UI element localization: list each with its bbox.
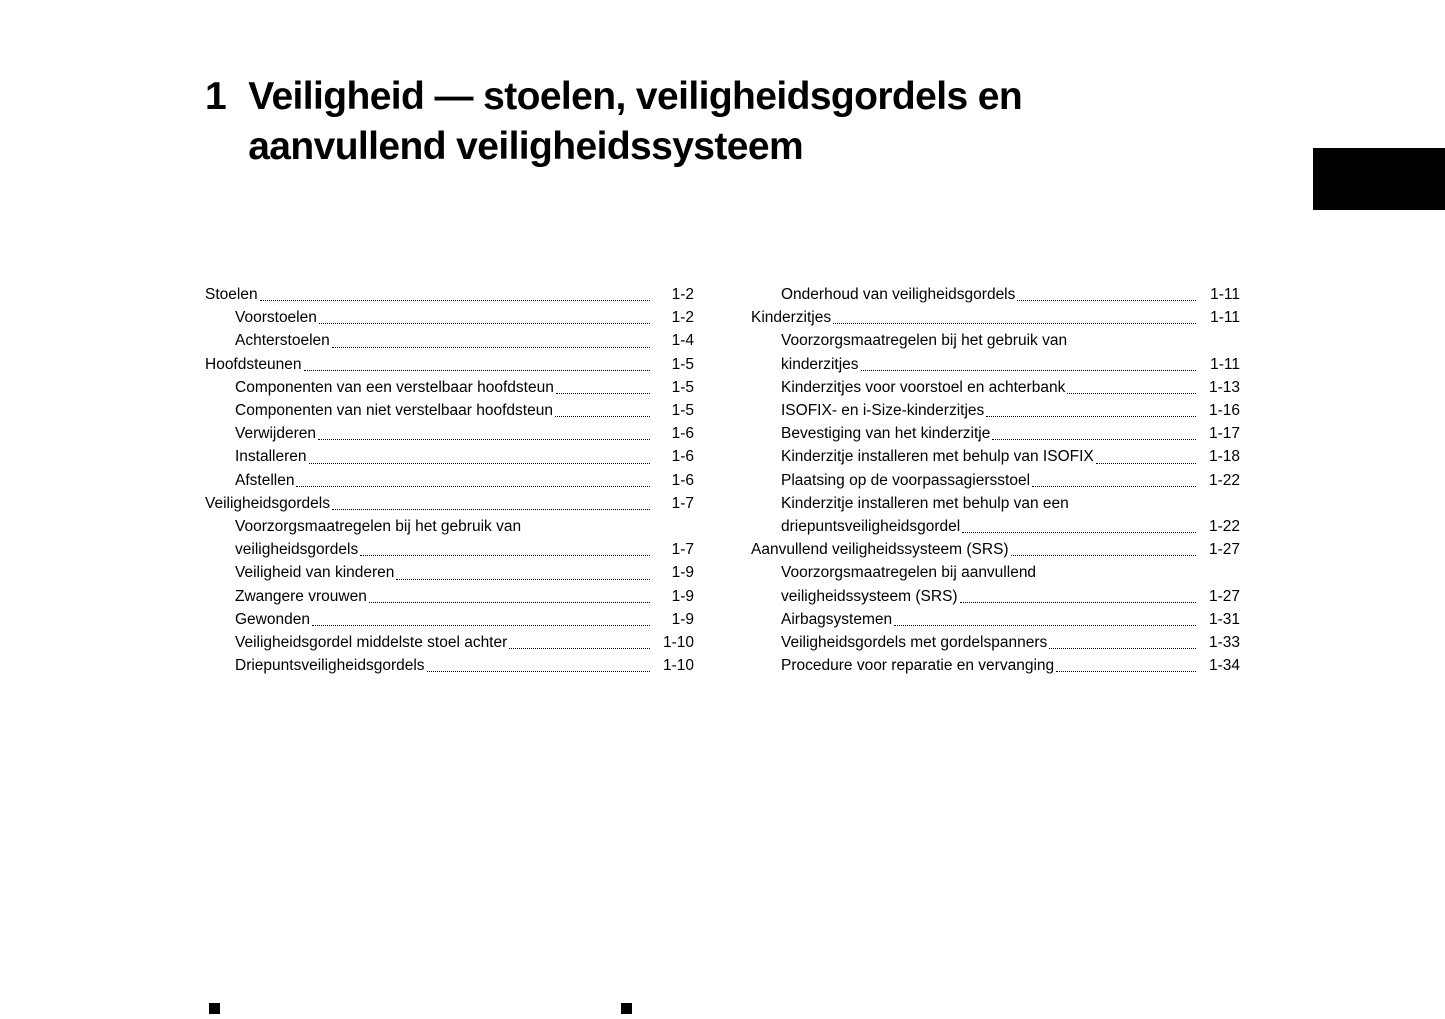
toc-entry[interactable] [205,422,694,445]
toc-entry-label: Veiligheidsgordels [205,494,330,512]
toc-leader-dots [555,415,650,417]
toc-leader-dots [986,415,1196,417]
toc-page-number: 1-10 [662,634,694,652]
toc-leader-dots [1067,392,1196,394]
toc-entry[interactable] [205,515,694,561]
toc-entry-label: Aanvullend veiligheidssysteem (SRS) [751,541,1009,559]
toc-page-number: 1-22 [1208,518,1240,536]
toc-leader-dots [1096,462,1196,464]
toc-entry-label: Verwijderen [235,425,316,443]
toc-leader-dots [1056,670,1196,672]
toc-entry-label: Gewonden [235,610,310,628]
toc-entry[interactable] [751,608,1240,631]
toc-page-number: 1-5 [671,402,694,420]
toc-entry[interactable] [751,654,1240,677]
toc-entry-label: Afstellen [235,471,295,489]
toc-page-number: 1-2 [671,309,694,327]
toc-leader-dots [319,322,650,324]
toc-entry-label: Componenten van niet verstelbaar hoofdsteun [235,402,553,420]
toc-entry[interactable] [205,306,694,329]
toc-page-number: 1-33 [1208,634,1240,652]
toc-entry[interactable] [751,306,1240,329]
chapter-edge-tab [1313,148,1445,210]
toc-page-number: 1-2 [671,286,694,303]
toc-entry-label: Voorzorgsmaatregelen bij aanvullend [781,564,1037,582]
toc-entry[interactable] [205,492,694,515]
toc-entry[interactable] [205,399,694,422]
toc-entry-label: Voorstoelen [235,309,317,327]
toc-page-number: 1-27 [1208,541,1240,559]
toc-page-number: 1-11 [1210,355,1240,373]
toc-page-number: 1-5 [671,378,694,396]
toc-page-number: 1-7 [671,494,694,512]
toc-entry-label: Installeren [235,448,307,466]
toc-entry-label: Veiligheidsgordels met gordelspanners [781,634,1048,652]
toc-entry-label: Zwangere vrouwen [235,587,367,605]
table-of-contents [205,283,1240,677]
toc-page-number: 1-4 [671,332,694,350]
toc-entry[interactable] [751,561,1240,607]
toc-leader-dots [556,392,650,394]
toc-page-number: 1-11 [1210,309,1240,327]
toc-entry-label: Kinderzitje installeren met behulp van ISOFIX [781,448,1094,466]
toc-page-number: 1-6 [671,471,694,489]
chapter-title: Veiligheid — stoelen, veiligheidsgordels en aanvullend veiligheidssysteem [248,75,1023,168]
toc-leader-dots [296,485,650,487]
toc-entry-label: Componenten van een verstelbaar hoofdsteun [235,378,554,396]
toc-page-number: 1-9 [671,564,694,582]
toc-entry[interactable] [205,445,694,468]
toc-entry[interactable] [751,399,1240,422]
toc-leader-dots [894,624,1196,626]
toc-leader-dots [332,346,650,348]
toc-page-number: 1-16 [1208,402,1240,420]
toc-entry-label: Veiligheid van kinderen [235,564,395,582]
footer-registration-marks [0,999,1445,1019]
toc-leader-dots [260,299,650,301]
toc-entry[interactable] [205,469,694,492]
toc-page-number: 1-9 [671,587,694,605]
toc-leader-dots [369,601,650,603]
toc-page-number: 1-34 [1208,657,1240,675]
toc-entry[interactable] [751,445,1240,468]
toc-entry[interactable] [205,329,694,352]
toc-entry-label-cont: veiligheidsgordels [235,541,359,559]
toc-entry-label: ISOFIX- en i-Size-kinderzitjes [781,402,985,420]
toc-page-number: 1-27 [1208,587,1240,605]
toc-entry[interactable] [751,538,1240,561]
toc-page-number: 1-31 [1208,610,1240,628]
toc-entry[interactable] [751,376,1240,399]
registration-mark-center [621,1003,632,1014]
toc-entry[interactable] [751,329,1240,375]
toc-entry-label: Procedure voor reparatie en vervanging [781,657,1055,675]
toc-entry-label-cont: driepuntsveiligheidsgordel [781,518,961,536]
toc-entry-label-cont: veiligheidssysteem (SRS) [781,587,958,605]
toc-entry-label: Voorzorgsmaatregelen bij het gebruik van [235,518,522,536]
toc-entry[interactable] [205,631,694,654]
toc-entry-label: Voorzorgsmaatregelen bij het gebruik van [781,332,1068,350]
toc-page-number: 1-9 [671,610,694,628]
toc-leader-dots [304,369,650,371]
toc-entry[interactable] [751,283,1240,306]
toc-leader-dots [360,554,650,556]
toc-leader-dots [1032,485,1196,487]
toc-entry-label: Stoelen [205,286,258,303]
toc-entry-label: Hoofdsteunen [205,355,302,373]
toc-entry-label: Plaatsing op de voorpassagiersstoel [781,471,1031,489]
toc-page-number: 1-22 [1208,471,1240,489]
toc-leader-dots [318,438,650,440]
toc-entry-label: Airbagsystemen [781,610,893,628]
toc-entry[interactable] [751,492,1240,538]
toc-entry-label: Kinderzitjes [751,309,832,327]
toc-entry[interactable] [205,376,694,399]
toc-entry[interactable] [751,631,1240,654]
toc-page-number: 1-6 [671,448,694,466]
toc-entry[interactable] [205,283,694,306]
toc-leader-dots [833,322,1196,324]
toc-leader-dots [309,462,650,464]
toc-page-number: 1-10 [662,657,694,675]
toc-leader-dots [312,624,650,626]
toc-entry-label: Kinderzitje installeren met behulp van een [781,494,1069,512]
toc-entry-label: Achterstoelen [235,332,330,350]
toc-entry[interactable] [205,353,694,376]
toc-entry[interactable] [205,608,694,631]
toc-page-number: 1-11 [1210,286,1240,303]
toc-entry[interactable] [751,469,1240,492]
chapter-heading [205,72,1215,172]
toc-entry-label: Veiligheidsgordel middelste stoel achter [235,634,508,652]
toc-entry-label: Kinderzitjes voor voorstoel en achterbank [781,378,1066,396]
toc-leader-dots [509,647,650,649]
toc-entry[interactable] [205,654,694,677]
toc-leader-dots [396,578,650,580]
toc-entry[interactable] [751,422,1240,445]
toc-entry-label: Bevestiging van het kinderzitje [781,425,991,443]
toc-page-number: 1-7 [671,541,694,559]
toc-leader-dots [1017,299,1196,301]
toc-entry-label: Driepuntsveiligheidsgordels [235,657,425,675]
toc-page-number: 1-13 [1208,378,1240,396]
toc-entry[interactable] [205,585,694,608]
toc-column-left [205,283,694,677]
toc-leader-dots [962,531,1196,533]
toc-leader-dots [1011,554,1196,556]
toc-page-number: 1-17 [1208,425,1240,443]
chapter-number: 1 [205,75,227,118]
toc-entry-label: Onderhoud van veiligheidsgordels [781,286,1016,303]
toc-leader-dots [861,369,1196,371]
toc-entry[interactable] [205,561,694,584]
toc-leader-dots [992,438,1196,440]
toc-entry-label-cont: kinderzitjes [781,355,859,373]
toc-leader-dots [427,670,650,672]
toc-page-number: 1-5 [671,355,694,373]
toc-leader-dots [332,508,650,510]
toc-leader-dots [1049,647,1196,649]
toc-leader-dots [960,601,1196,603]
toc-column-right [751,283,1240,677]
toc-page-number: 1-6 [671,425,694,443]
toc-page-number: 1-18 [1208,448,1240,466]
registration-mark-left [209,1003,220,1014]
